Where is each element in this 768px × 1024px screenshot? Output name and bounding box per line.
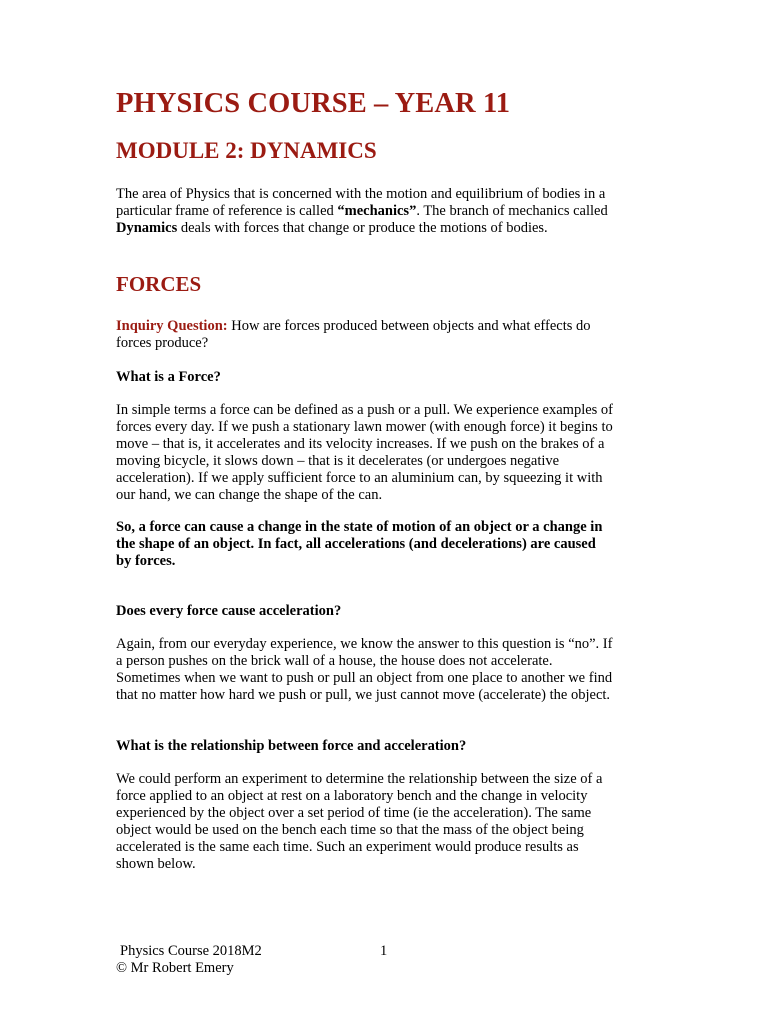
force-summary-paragraph — [116, 519, 656, 570]
force-definition-paragraph — [116, 402, 656, 503]
paragraph-line: So, a force can cause a change in the state of motion of an object or a change in — [116, 519, 603, 535]
paragraph-line: Sometimes when we want to push or pull an object from one place to another we find — [116, 669, 613, 686]
footer-copyright: © Mr Robert Emery — [116, 960, 234, 976]
intro-text: deals with forces that change or produce the motions of bodies. — [177, 219, 548, 236]
intro-text: . The branch of mechanics called — [416, 202, 608, 219]
paragraph-line: In simple terms a force can be defined as a push or a pull. We experience examples of — [116, 402, 614, 418]
subheading-force-acceleration-relationship: What is the relationship between force and acceleration? — [116, 738, 467, 754]
paragraph-line: forces every day. If we push a stationary lawn mower (with enough force) it begins to — [116, 418, 613, 435]
paragraph-line: the shape of an object. In fact, all accelerations (and decelerations) are caused — [116, 535, 596, 552]
subheading-does-force-accelerate: Does every force cause acceleration? — [116, 603, 342, 619]
section-heading-forces: FORCES — [116, 272, 202, 296]
footer-course: Physics Course 2018M2 — [120, 943, 262, 959]
term-dynamics: Dynamics — [116, 219, 178, 236]
paragraph-line: moving bicycle, it slows down – that is it decelerates (or undergoes negative — [116, 452, 560, 469]
intro-line-3 — [116, 220, 656, 237]
acceleration-paragraph — [116, 636, 656, 704]
subheading-what-is-force: What is a Force? — [116, 369, 221, 385]
page-number: 1 — [380, 943, 388, 959]
paragraph-line: move – that is, it accelerates and its velocity increases. If we push on the brakes of a — [116, 435, 605, 452]
paragraph-line: shown below. — [116, 855, 196, 872]
term-mechanics: “mechanics” — [337, 202, 417, 219]
intro-text: particular frame of reference is called — [116, 202, 338, 219]
paragraph-line: Again, from our everyday experience, we know the answer to this question is “no”. If — [116, 636, 613, 652]
paragraph-line: our hand, we can change the shape of the can. — [116, 486, 383, 503]
inquiry-label: Inquiry Question: — [116, 318, 228, 334]
inquiry-text: How are forces produced between objects and what effects do — [227, 318, 591, 334]
inquiry-line-1 — [116, 318, 656, 335]
paragraph-line: object would be used on the bench each time so that the mass of the object being — [116, 821, 584, 838]
inquiry-line-2: forces produce? — [116, 334, 209, 351]
intro-paragraph — [116, 186, 656, 237]
paragraph-line: experienced by the object over a set period of time (ie the acceleration). The same — [116, 804, 592, 821]
paragraph-line: acceleration). If we apply sufficient force to an aluminium can, by squeezing it with — [116, 469, 603, 486]
module-title: MODULE 2: DYNAMICS — [116, 138, 377, 163]
paragraph-line: a person pushes on the brick wall of a house, the house does not accelerate. — [116, 652, 553, 669]
paragraph-line: by forces. — [116, 552, 176, 569]
paragraph-line: force applied to an object at rest on a laboratory bench and the change in velocity — [116, 787, 588, 804]
intro-line-1: The area of Physics that is concerned with the motion and equilibrium of bodies in a — [116, 186, 606, 202]
paragraph-line: that no matter how hard we push or pull, we just cannot move (accelerate) the object. — [116, 686, 611, 703]
paragraph-line: We could perform an experiment to determine the relationship between the size of a — [116, 771, 603, 787]
page-title: PHYSICS COURSE – YEAR 11 — [116, 88, 511, 119]
inquiry-question — [116, 318, 656, 352]
intro-line-2 — [116, 203, 656, 220]
paragraph-line: accelerated is the same each time. Such an experiment would produce results as — [116, 838, 579, 855]
experiment-paragraph — [116, 771, 656, 872]
